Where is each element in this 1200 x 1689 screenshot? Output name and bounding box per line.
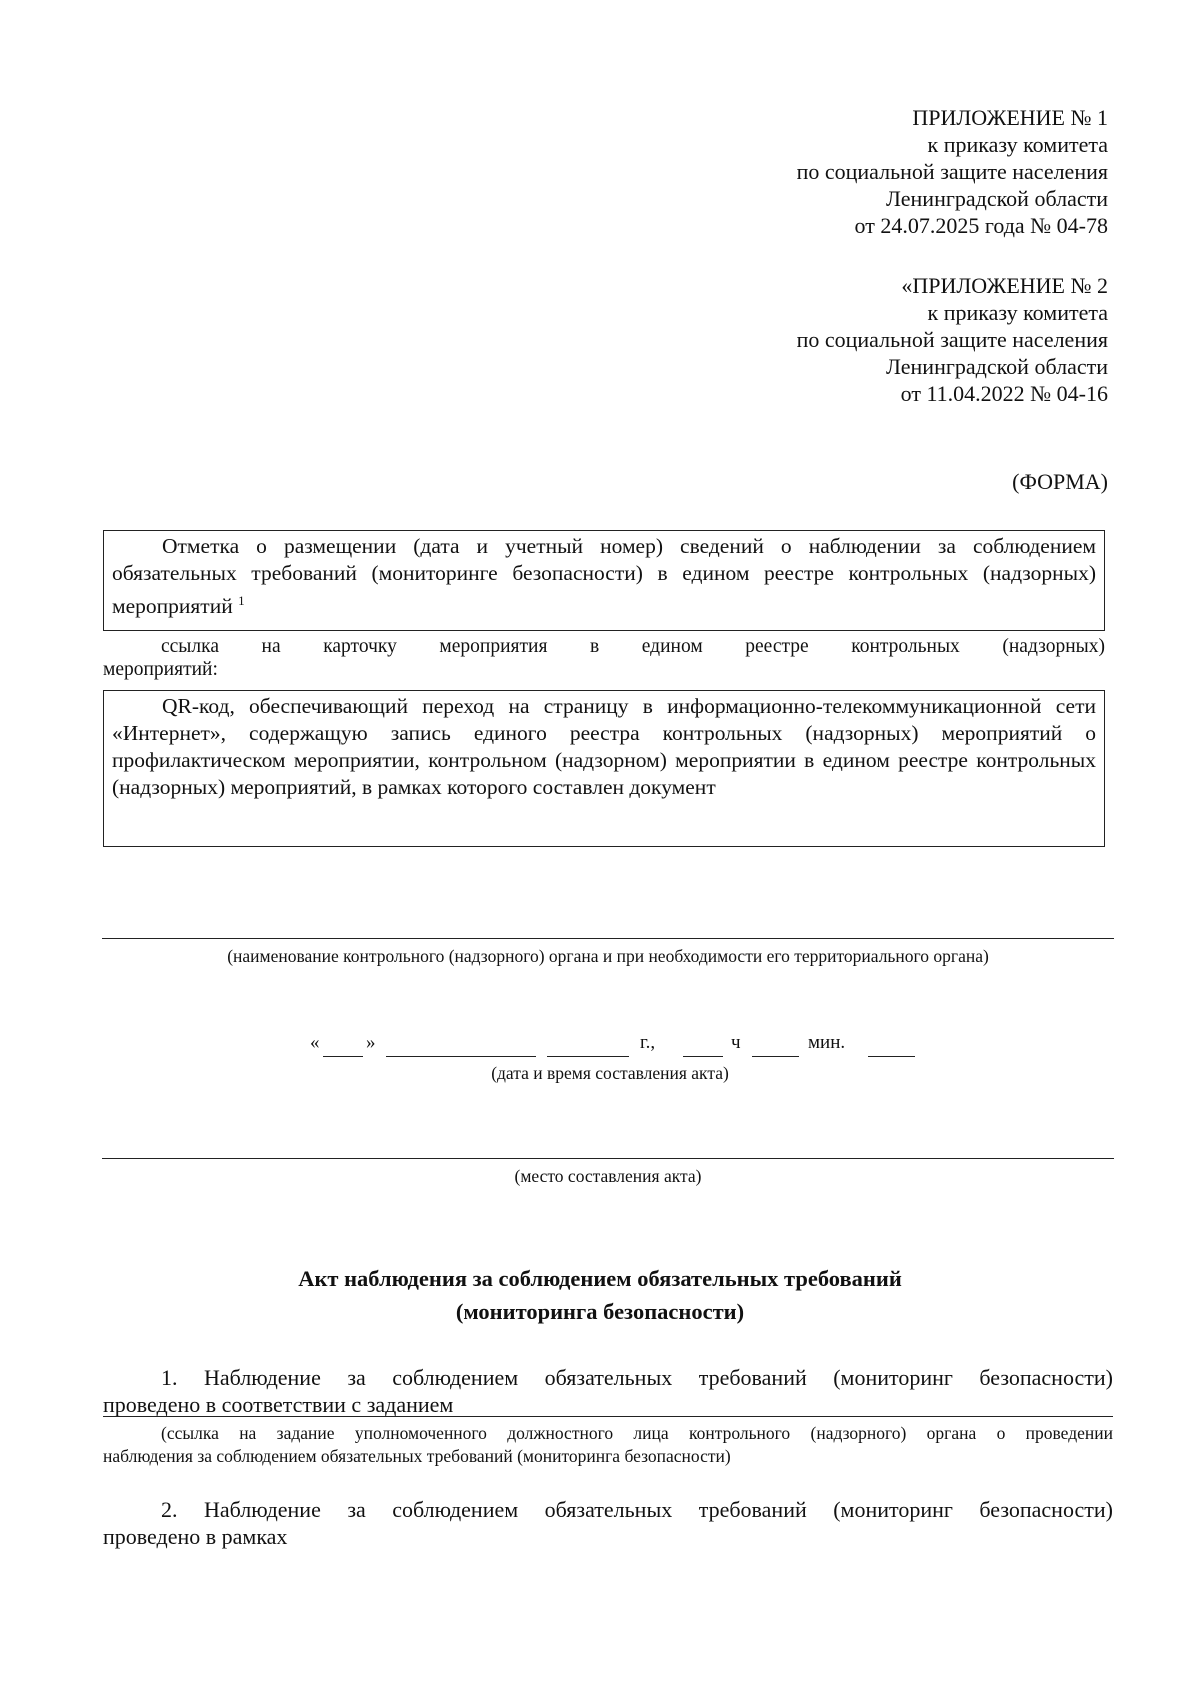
form-label: (ФОРМА) [1012,469,1108,494]
appendix-2-header [797,272,1108,407]
item-1 [103,1364,1113,1418]
appendix-2-line4: Ленинградской области [886,354,1108,379]
act-title-line1: Акт наблюдения за соблюдением обязательных требований [298,1266,902,1291]
item-2 [103,1496,1113,1550]
month-blank [386,1056,536,1057]
hour-blank [683,1056,723,1057]
hour-label: ч [731,1032,741,1053]
placement-mark-box [103,530,1105,631]
day-blank [323,1056,363,1057]
appendix-2-line2: к приказу комитета [927,300,1108,325]
appendix-2-title: «ПРИЛОЖЕНИЕ № 2 [901,273,1108,298]
hour-value-blank [752,1056,799,1057]
organ-name-line [102,938,1114,939]
place-caption: (место составления акта) [514,1166,702,1186]
registry-link [103,635,1105,681]
appendix-1-line2: к приказу комитета [927,132,1108,157]
place-line [102,1158,1114,1159]
act-title-line2: (мониторинга безопасности) [455,1299,745,1324]
item-1-note [103,1422,1113,1468]
registry-link-line2: мероприятий: [103,659,218,680]
footnote-mark: 1 [238,593,245,608]
appendix-1-line4: Ленинградской области [886,186,1108,211]
open-quote: « [310,1032,320,1053]
appendix-2-line3: по социальной защите населения [796,327,1108,352]
appendix-1-header [797,104,1108,239]
datetime-caption: (дата и время составления акта) [491,1063,729,1083]
appendix-2-line5: от 11.04.2022 № 04-16 [900,381,1108,406]
qr-code-text: QR-код, обеспечивающий переход на страницу в информационно-телекоммуникационной сети «Интернет», содержащую запись единого реестра контрольных (надзорных) мероприятий о профилактическом мероприятии, контрольном (надзорном) мероприятии в едином реестре контрольных (надзорных) мероприятий, в рамках которого составлен документ [112,694,1096,799]
task-link-line [103,1416,1113,1417]
item-1-note-line1: (ссылка на задание уполномоченного должностного лица контрольного (надзорного) органа о проведении [161,1423,1113,1443]
minute-label: мин. [808,1032,846,1053]
close-quote: » [366,1032,376,1053]
appendix-1-title: ПРИЛОЖЕНИЕ № 1 [912,105,1108,130]
year-suffix: г., [640,1032,656,1053]
organ-caption: (наименование контрольного (надзорного) органа и при необходимости его территориального органа) [227,946,989,966]
minute-blank [868,1056,915,1057]
appendix-1-line5: от 24.07.2025 года № 04-78 [854,213,1108,238]
year-blank [547,1056,629,1057]
item-1-line2: проведено в соответствии с заданием [103,1392,454,1417]
item-2-line1: 2. Наблюдение за соблюдением обязательных требований (мониторинг безопасности) [161,1497,1113,1522]
qr-code-box [103,690,1105,847]
placement-mark-text: Отметка о размещении (дата и учетный номер) сведений о наблюдении за соблюдением обязательных требований (мониторинге безопасности) в едином реестре контрольных (надзорных) мероприятий [112,534,1096,619]
item-1-line1: 1. Наблюдение за соблюдением обязательных требований (мониторинг безопасности) [161,1365,1113,1390]
registry-link-line1: ссылка на карточку мероприятия в едином реестре контрольных (надзорных) [161,636,1105,657]
item-2-line2: проведено в рамках [103,1524,288,1549]
item-1-note-line2: наблюдения за соблюдением обязательных требований (мониторинга безопасности) [103,1446,731,1466]
appendix-1-line3: по социальной защите населения [796,159,1108,184]
act-title [0,1262,1200,1328]
